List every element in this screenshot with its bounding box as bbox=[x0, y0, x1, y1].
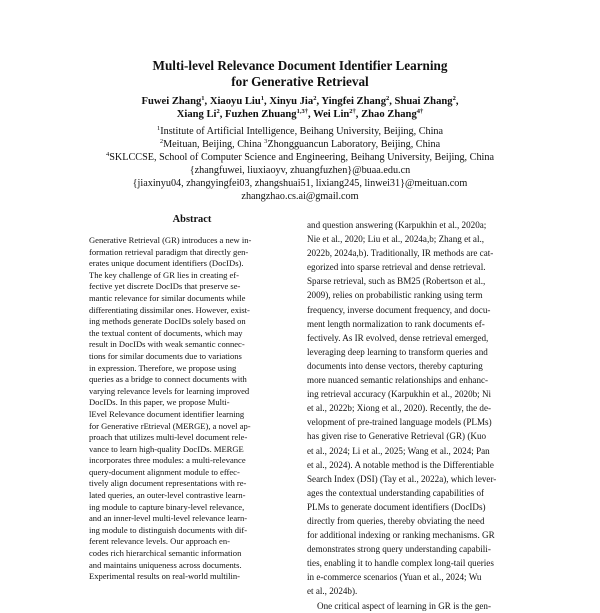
text-line: DocIDs. In this paper, we propose Multi- bbox=[89, 397, 230, 408]
author-name: Wei Lin bbox=[313, 109, 350, 120]
text-line: directly from queries, thereby obviating the need bbox=[307, 515, 485, 526]
text-line: fectively. As IR evolved, dense retrieval emerged, bbox=[307, 332, 489, 343]
affil-text: Meituan, Beijing, China bbox=[163, 139, 265, 150]
text-line: et al., 2024b). bbox=[307, 586, 358, 597]
email-line: {zhangfuwei, liuxiaoyv, zhuangfuzhen}@buaa.edu.cn bbox=[189, 165, 411, 176]
text-line: vance to learn high-quality DocIDs. MERGE bbox=[89, 443, 244, 454]
text-line: differentiating dissimilar ones. However, exist- bbox=[89, 304, 250, 315]
text-line: et al., 2024; Li et al., 2025; Wang et al., 2024; Pan bbox=[307, 445, 490, 456]
author-name: Yingfei Zhang bbox=[321, 96, 386, 107]
affiliation-4 bbox=[0, 151, 600, 164]
text-line: egorized into sparse retrieval and dense retrieval. bbox=[307, 262, 486, 273]
text-line: frequency, inverse document frequency, and docu- bbox=[307, 304, 491, 315]
text-line: Nie et al., 2020; Liu et al., 2024a,b; Zhang et al., bbox=[307, 234, 485, 245]
text-line: leveraging deep learning to transform queries and bbox=[307, 346, 488, 357]
text-line: ing module to distinguish documents with dif- bbox=[89, 524, 248, 535]
email-line: {jiaxinyu04, zhangyingfei03, zhangshuai51, lixiang245, linwei31}@meituan.com bbox=[132, 178, 468, 189]
affil-sup: 1 bbox=[156, 125, 161, 132]
text-line: et al., 2024). A notable method is the Differentiable bbox=[307, 459, 494, 470]
author-affil-sup: 2† bbox=[349, 108, 356, 115]
author-line-2: Xiang Li$^2$, Fuzhen Zhuang$^{1,3\dagger}$, Wei Lin$^{2\dagger}$, Zhao Zhang$^{4\dagger}$ bbox=[176, 108, 424, 120]
author-line-1: Fuwei Zhang$^1$, Xiaoyu Liu$^1$, Xinyu Jia$^2$, Yingfei Zhang$^2$, Shuai Zhang$^2$, bbox=[141, 95, 459, 107]
text-line: 2022b, 2024a,b). Traditionally, IR methods are cat- bbox=[307, 248, 494, 259]
author-name: Zhao Zhang bbox=[361, 109, 417, 120]
text-line: ties, enabling it to handle complex long-tail queries bbox=[307, 558, 494, 569]
affil-text: SKLCCSE, School of Computer Science and Engineering, Beihang University, Beijing, China bbox=[109, 152, 494, 163]
text-line: erates unique document identifiers (DocIDs). bbox=[89, 258, 244, 269]
text-line: Experimental results on real-world multilin- bbox=[89, 571, 240, 582]
author-affil-sup: 2 bbox=[216, 108, 220, 115]
text-line: ing module to capture binary-level relevance, bbox=[89, 501, 245, 512]
author-name: Xiaoyu Liu bbox=[209, 96, 261, 107]
text-line: tively align document representations with re- bbox=[89, 478, 247, 489]
email-line: zhangzhao.cs.ai@gmail.com bbox=[241, 191, 359, 202]
text-line: and question answering (Karpukhin et al., 2020a; bbox=[307, 220, 487, 230]
author-name: Shuai Zhang bbox=[394, 96, 453, 107]
text-line: and maintains uniqueness across documents. bbox=[89, 559, 242, 570]
text-line: et al., 2022b; Xiong et al., 2020). Recently, the de- bbox=[307, 403, 492, 414]
text-line: codes rich hierarchical semantic information bbox=[89, 548, 242, 559]
text-line: the textual content of documents, which may bbox=[89, 327, 243, 338]
text-line: ment length normalization to rank documents ef- bbox=[307, 318, 485, 329]
text-line: lated queries, an outer-level contrastive learn- bbox=[89, 490, 246, 501]
author-name: Xinyu Jia bbox=[269, 96, 314, 107]
text-line: varying relevance levels for learning improved bbox=[89, 385, 250, 396]
affiliation-2 bbox=[0, 138, 600, 151]
text-line: demonstrates strong query understanding capabili- bbox=[307, 544, 491, 555]
affiliations bbox=[0, 125, 600, 203]
author-affil-sup: 1,3† bbox=[296, 108, 308, 115]
text-line: formation retrieval paradigm that directly gen- bbox=[89, 246, 249, 257]
text-line: and an inner-level multi-level relevance learn- bbox=[89, 513, 248, 524]
text-line: PLMs to generate document identifiers (DocIDs) bbox=[307, 501, 486, 512]
affil-text: Institute of Artificial Intelligence, Beihang University, Beijing, China bbox=[160, 126, 444, 137]
text-line: Sparse retrieval, such as BM25 (Robertson et al., bbox=[307, 276, 486, 287]
text-line: documents into dense vectors, thereby capturing bbox=[307, 360, 483, 371]
text-line: fective yet discrete DocIDs that preserve se- bbox=[89, 281, 241, 292]
title-line-1: Multi-level Relevance Document Identifier Learning bbox=[152, 58, 448, 73]
paper-title bbox=[0, 58, 600, 90]
author-name: Xiang Li bbox=[176, 109, 217, 120]
text-line: One critical aspect of learning in GR is the gen- bbox=[317, 600, 491, 611]
abstract-body bbox=[89, 235, 295, 583]
text-line: lEvel Relevance document identifier learning bbox=[89, 408, 245, 419]
author-affil-sup: 2 bbox=[452, 95, 456, 102]
author-affil-sup: 1 bbox=[201, 95, 205, 102]
title-line-2: for Generative Retrieval bbox=[231, 74, 369, 89]
text-line: The key challenge of GR lies in creating ef- bbox=[89, 269, 239, 280]
text-line: for Generative rEtrieval (MERGE), a novel ap- bbox=[89, 420, 251, 431]
text-line: has given rise to Generative Retrieval (GR) (Kuo bbox=[307, 431, 487, 442]
text-line: proach that utilizes multi-level document rele- bbox=[89, 432, 248, 443]
author-affil-sup: 2 bbox=[313, 95, 317, 102]
email-block bbox=[0, 164, 600, 203]
text-line: tions for similar documents due to variations bbox=[89, 350, 242, 361]
text-line: in expression. Therefore, we propose using bbox=[89, 362, 237, 373]
text-line: ferent relevance levels. Our approach en- bbox=[89, 536, 230, 547]
author-list bbox=[0, 95, 600, 121]
text-line: Generative Retrieval (GR) introduces a new in- bbox=[89, 235, 252, 245]
affil-sup: 4 bbox=[106, 151, 110, 158]
text-line: Search Index (DSI) (Tay et al., 2022a), which lever- bbox=[307, 473, 497, 484]
affil-text: Zhongguancun Laboratory, Beijing, China bbox=[267, 139, 441, 150]
text-line: in e-commerce scenarios (Yuan et al., 2024; Wu bbox=[307, 572, 482, 583]
author-affil-sup: 2 bbox=[386, 95, 390, 102]
text-line: ages the contextual understanding capabilities of bbox=[307, 487, 485, 498]
text-line: mantic relevance for similar documents while bbox=[89, 292, 246, 303]
text-line: velopment of pre-trained language models (PLMs) bbox=[307, 417, 492, 428]
text-line: ing methods generate DocIDs solely based on bbox=[89, 316, 246, 327]
text-line: query-document alignment module to effec- bbox=[89, 466, 240, 477]
affil-sup: 2 bbox=[159, 138, 164, 145]
affiliation-1 bbox=[0, 125, 600, 138]
text-line: more nuanced semantic relationships and enhanc- bbox=[307, 375, 489, 386]
author-affil-sup: 4† bbox=[416, 108, 424, 115]
text-line: queries as a bridge to connect documents with bbox=[89, 374, 247, 385]
author-name: Fuwei Zhang bbox=[141, 96, 202, 107]
text-line: for additional indexing or ranking mechanisms. GR bbox=[307, 530, 495, 541]
text-line: ing retrieval accuracy (Karpukhin et al., 2020b; Ni bbox=[307, 389, 492, 400]
affil-sup: 3 bbox=[264, 138, 268, 145]
text-line: incorporates three modules: a multi-relevance bbox=[89, 455, 246, 466]
text-line: 2009), relies on probabilistic ranking using term bbox=[307, 290, 483, 301]
author-affil-sup: 1 bbox=[260, 95, 265, 102]
author-name: Fuzhen Zhuang bbox=[225, 109, 297, 120]
intro-body bbox=[307, 218, 533, 613]
abstract-heading: Abstract bbox=[172, 214, 212, 225]
text-line: result in DocIDs with weak semantic connec- bbox=[89, 339, 245, 350]
